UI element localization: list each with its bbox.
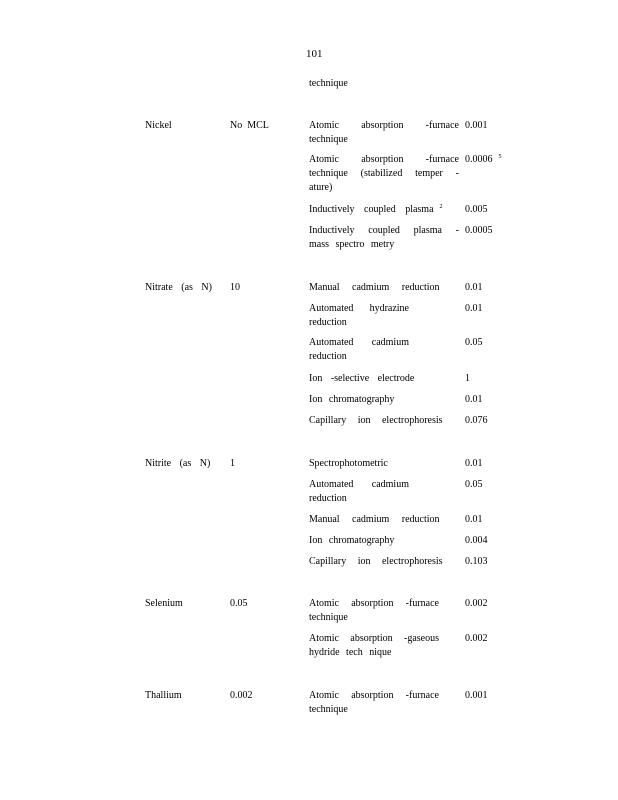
contaminant-nitrate: Nitrate (as N) — [145, 282, 212, 293]
contaminant-selenium: Selenium — [145, 598, 183, 609]
mdl-nitrate-3: 0.05 — [465, 337, 483, 348]
mdl-nickel-1: 0.001 — [465, 120, 488, 131]
method-selenium-2: Atomic absorption -gaseous hydride tech nique — [309, 633, 439, 658]
mcl-thallium: 0.002 — [230, 690, 253, 701]
footnote-mark: 2 — [439, 204, 443, 210]
mdl-nitrite-4: 0.004 — [465, 535, 488, 546]
contaminant-nitrite: Nitrite (as N) — [145, 458, 211, 469]
method-nitrite-4: Ion chromatography — [309, 535, 395, 546]
mdl-selenium-2: 0.002 — [465, 633, 488, 644]
mcl-nitrite: 1 — [230, 458, 235, 469]
contaminant-nickel: Nickel — [145, 120, 172, 131]
mdl-nitrate-2: 0.01 — [465, 303, 483, 314]
mdl-value: 0.0006 — [465, 154, 493, 165]
method-nitrate-3: Automated cadmium reduction — [309, 337, 409, 362]
method-nickel-3 — [309, 203, 443, 217]
method-nitrite-5: Capillary ion electrophoresis — [309, 556, 443, 567]
method-selenium-1: Atomic absorption -furnace technique — [309, 598, 439, 623]
mdl-nickel-3: 0.005 — [465, 204, 488, 215]
continued-method: technique — [309, 78, 348, 89]
method-nickel-4: Inductively coupled plasma - mass spectro metry — [309, 225, 459, 250]
mcl-nitrate: 10 — [230, 282, 240, 293]
mdl-nitrite-1: 0.01 — [465, 458, 483, 469]
mdl-nitrate-6: 0.076 — [465, 415, 488, 426]
method-thallium-1: Atomic absorption -furnace technique — [309, 690, 439, 715]
mdl-thallium-1: 0.001 — [465, 690, 488, 701]
mdl-nitrite-3: 0.01 — [465, 514, 483, 525]
contaminant-thallium: Thallium — [145, 690, 182, 701]
footnote-mark: 5 — [498, 154, 502, 160]
method-nitrate-5: Ion chromatography — [309, 394, 395, 405]
method-nitrate-2: Automated hydrazine reduction — [309, 303, 409, 328]
mcl-nickel: No MCL — [230, 120, 269, 131]
method-nickel-1: Atomic absorption -furnace technique — [309, 120, 459, 145]
mdl-nitrate-4: 1 — [465, 373, 470, 384]
mcl-selenium: 0.05 — [230, 598, 248, 609]
method-nitrite-3: Manual cadmium reduction — [309, 514, 440, 525]
method-nickel-2: Atomic absorption -furnace technique (stabilized temper - ature) — [309, 154, 459, 193]
mdl-nickel-2 — [465, 153, 502, 167]
page-number: 101 — [306, 48, 323, 60]
mdl-nitrate-1: 0.01 — [465, 282, 483, 293]
method-nitrite-1: Spectrophotometric — [309, 458, 388, 469]
method-nitrate-1: Manual cadmium reduction — [309, 282, 440, 293]
mdl-nitrate-5: 0.01 — [465, 394, 483, 405]
method-nitrate-6: Capillary ion electrophoresis — [309, 415, 443, 426]
mdl-nitrite-2: 0.05 — [465, 479, 483, 490]
mdl-nitrite-5: 0.103 — [465, 556, 488, 567]
method-nitrite-2: Automated cadmium reduction — [309, 479, 409, 504]
mdl-nickel-4: 0.0005 — [465, 225, 493, 236]
method-name: Inductively coupled plasma — [309, 204, 434, 215]
method-nitrate-4: Ion -selective electrode — [309, 373, 415, 384]
mdl-selenium-1: 0.002 — [465, 598, 488, 609]
